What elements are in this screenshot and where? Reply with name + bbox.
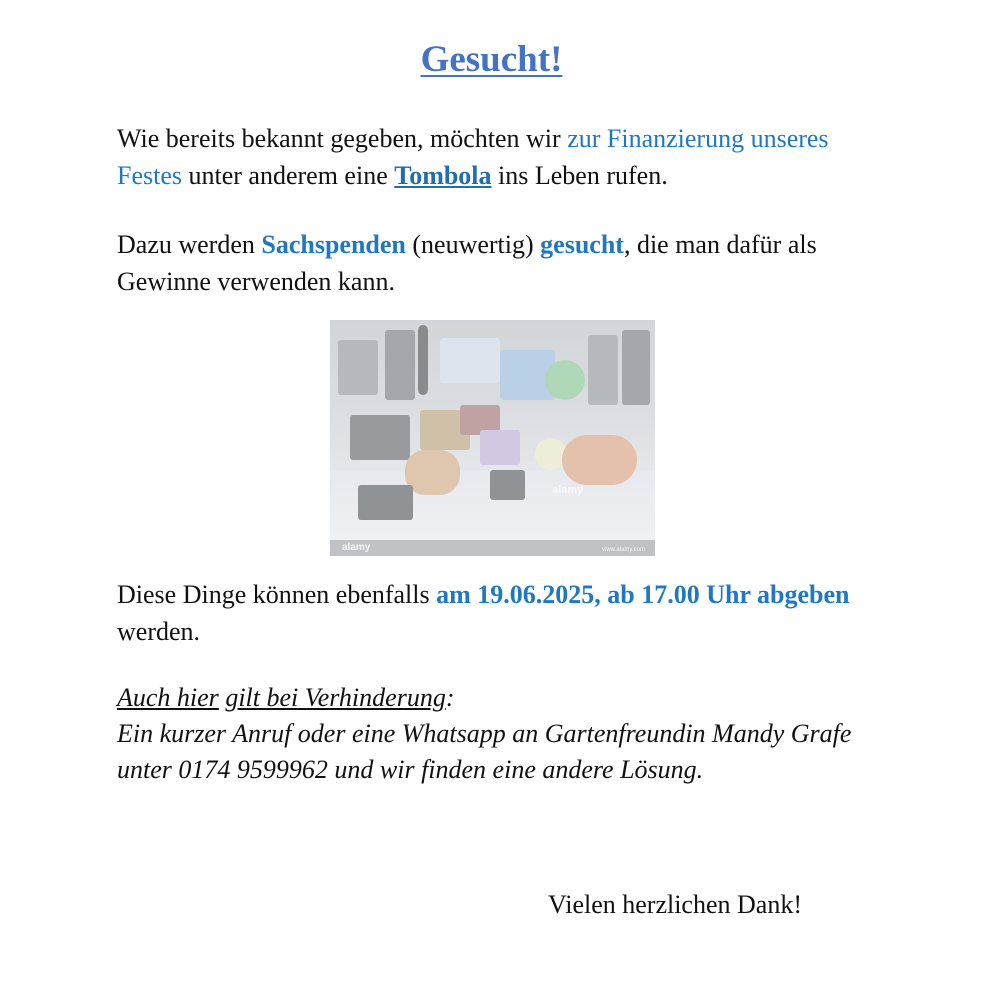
donation-highlight-sachspenden: Sachspenden (261, 230, 406, 259)
donation-text-3: , die man dafür als Gewinne verwenden kann. (117, 230, 817, 296)
alamy-logo: alamy (342, 542, 371, 553)
intro-text-1: Wie bereits bekannt gegeben, möchten wir (117, 124, 568, 153)
intro-text-3: ins Leben rufen. (491, 161, 668, 190)
tombola-link[interactable]: Tombola (394, 161, 492, 190)
dropoff-text-1: Diese Dinge können ebenfalls (117, 580, 437, 609)
photo-credit-url: www.alamy.com (602, 547, 645, 553)
page-title: Gesucht! (420, 39, 563, 80)
photo-fade-overlay (330, 320, 655, 556)
contact-heading-part-2: gilt bei Verhinderung (225, 683, 446, 712)
intro-highlight-financing: zur Finanzierung unseres Festes (117, 124, 829, 190)
intro-text-2: unter anderem eine (182, 161, 395, 190)
dropoff-paragraph (117, 576, 877, 650)
photo-watermark: alamy (552, 484, 584, 496)
donation-highlight-gesucht: gesucht (540, 230, 624, 259)
donation-paragraph (117, 226, 877, 300)
contact-heading-part-1: Auch hier (117, 683, 219, 712)
donation-text-1: Dazu werden (117, 230, 262, 259)
dropoff-date-highlight: am 19.06.2025, ab 17.00 Uhr abgeben (436, 580, 850, 609)
contact-paragraph (117, 680, 877, 788)
contact-heading-colon: : (445, 683, 455, 712)
intro-paragraph (117, 120, 877, 194)
contact-text: Ein kurzer Anruf oder eine Whatsapp an Gartenfreundin Mandy Grafe unter 0174 9599962 und wir finden eine andere Lösung. (117, 719, 852, 784)
donation-text-2: (neuwertig) (405, 230, 541, 259)
tombola-prizes-photo (330, 320, 655, 556)
dropoff-text-2: werden. (117, 617, 201, 646)
thanks-note: Vielen herzlichen Dank! (548, 890, 802, 919)
